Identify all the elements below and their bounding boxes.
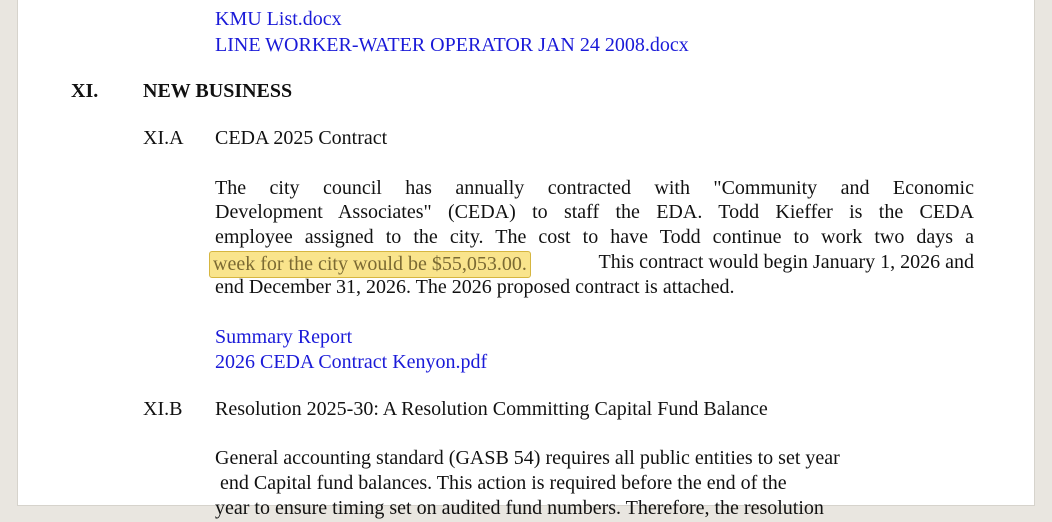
- summary-report-link[interactable]: Summary Report: [215, 326, 353, 348]
- item-a-line-3: employee assigned to the city. The cost to have Todd continue to work two days a: [215, 226, 974, 248]
- item-a-line-5: end December 31, 2026. The 2026 proposed contract is attached.: [215, 276, 735, 298]
- item-a-line-4-rest: This contract would begin January 1, 2026 and: [598, 251, 974, 273]
- document-page: [17, 0, 1035, 519]
- line-worker-link[interactable]: LINE WORKER-WATER OPERATOR JAN 24 2008.docx: [215, 34, 689, 56]
- item-a-number: XI.A: [143, 127, 184, 149]
- item-b-line-2: end Capital fund balances. This action is required before the end of the: [215, 472, 787, 494]
- item-a-title: CEDA 2025 Contract: [215, 127, 388, 149]
- item-b-number: XI.B: [143, 398, 183, 420]
- highlighted-text[interactable]: week for the city would be $55,053.00.: [209, 251, 531, 278]
- item-b-title: Resolution 2025-30: A Resolution Committing Capital Fund Balance: [215, 398, 768, 420]
- item-b-line-3: year to ensure timing set on audited fund numbers. Therefore, the resolution: [215, 497, 824, 519]
- item-b-line-1: General accounting standard (GASB 54) requires all public entities to set year: [215, 447, 840, 469]
- item-a-line-1: The city council has annually contracted with "Community and Economic: [215, 177, 974, 199]
- item-a-line-2: Development Associates" (CEDA) to staff the EDA. Todd Kieffer is the CEDA: [215, 201, 974, 223]
- item-a-line-4: [215, 251, 974, 278]
- ceda-contract-link[interactable]: 2026 CEDA Contract Kenyon.pdf: [215, 351, 488, 373]
- section-title: NEW BUSINESS: [143, 80, 293, 102]
- kmu-list-link[interactable]: KMU List.docx: [215, 8, 342, 30]
- section-number: XI.: [71, 80, 99, 102]
